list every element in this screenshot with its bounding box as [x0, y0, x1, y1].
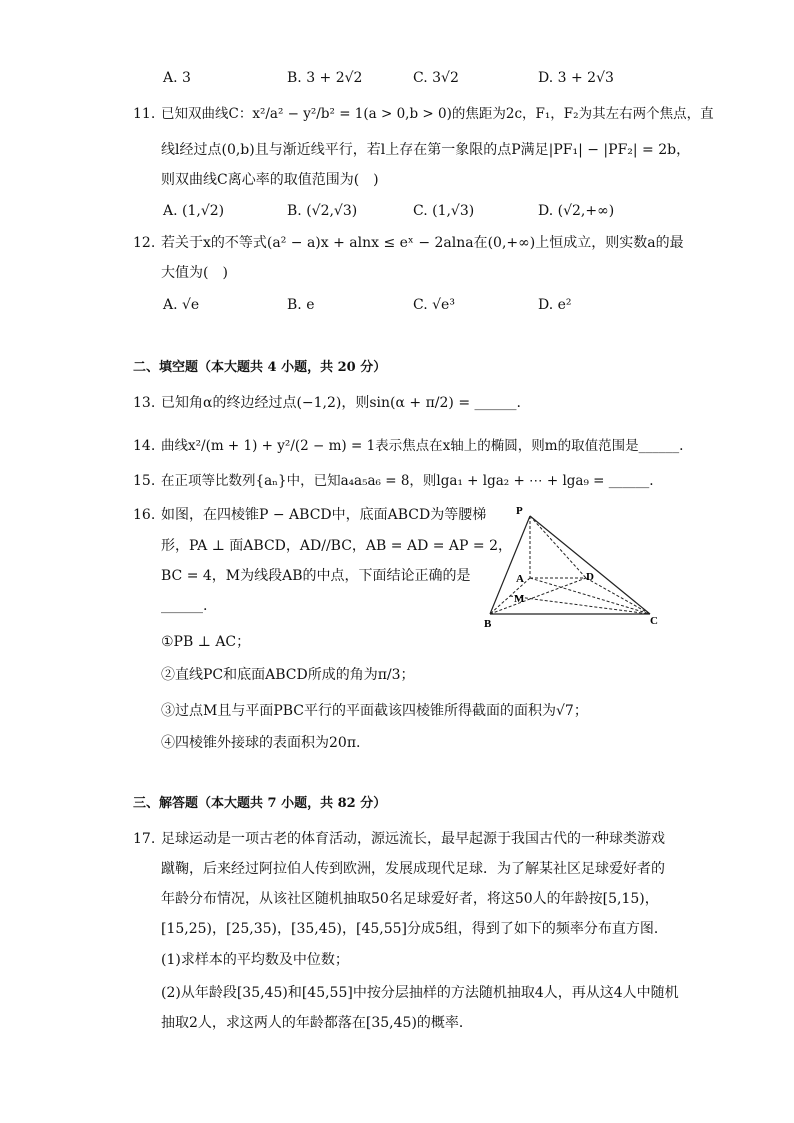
q13-number: 13. — [133, 395, 156, 411]
edge-PC — [530, 516, 650, 614]
q16-item-2: ②直线PC和底面ABCD所成的角为π/3； — [161, 667, 415, 683]
q16-line-4: ______. — [161, 598, 208, 614]
q17-line-3: 年龄分布情况，从该社区随机抽取50名足球爱好者，将这50人的年龄按[5,15)， — [161, 891, 659, 907]
q11-option-d: D. (√2,+∞) — [538, 203, 615, 219]
q12-option-a: A. √e — [163, 297, 200, 313]
q17-line-1: 足球运动是一项古老的体育活动，源远流长，最早起源于我国古代的一种球类游戏 — [161, 831, 665, 847]
q17-number: 17. — [133, 831, 156, 847]
q16-number: 16. — [133, 507, 156, 523]
q11-line-2: 线l经过点(0,b)且与渐近线平行，若l上存在第一象限的点P满足|PF₁| − |PF₂| = 2b， — [161, 142, 691, 158]
q11-option-c: C. (1,√3) — [413, 203, 475, 219]
q12-line-2: 大值为( ) — [161, 265, 228, 281]
label-B: B — [484, 618, 492, 630]
q15-number: 15. — [133, 473, 156, 489]
q11-line-1: 已知双曲线C：x²/a² − y²/b² = 1(a > 0,b > 0)的焦距为2c，F₁，F₂为其左右两个焦点，直 — [161, 106, 714, 122]
edge-PD — [530, 516, 586, 578]
q17-line-2: 蹴鞠，后来经过阿拉伯人传到欧洲，发展成现代足球．为了解某社区足球爱好者的 — [161, 861, 665, 877]
q17-part-2: (2)从年龄段[35,45)和[45,55]中按分层抽样的方法随机抽取4人，再从这4人中随机 — [161, 985, 679, 1001]
q16-line-3: BC = 4，M为线段AB的中点，下面结论正确的是 — [161, 568, 471, 584]
label-D: D — [586, 571, 594, 583]
edge-DC — [586, 578, 650, 614]
label-C: C — [650, 615, 658, 627]
q10-option-b: B. 3 + 2√2 — [287, 70, 363, 86]
q14-text: 曲线x²/(m + 1) + y²/(2 − m) = 1表示焦点在x轴上的椭圆，则m的取值范围是______. — [161, 438, 684, 454]
q11-number: 11. — [133, 106, 156, 122]
q10-option-a: A. 3 — [163, 70, 191, 86]
q12-option-b: B. e — [287, 297, 315, 313]
q11-option-a: A. (1,√2) — [163, 203, 225, 219]
q12-line-1: 若关于x的不等式(a² − a)x + alnx ≤ eˣ − 2alna在(0,+∞)上恒成立，则实数a的最 — [161, 235, 684, 251]
q12-option-d: D. e² — [538, 297, 572, 313]
q12-number: 12. — [133, 235, 156, 251]
q12-option-c: C. √e³ — [413, 297, 455, 313]
q17-part-2-cont: 抽取2人，求这两人的年龄都落在[35,45)的概率． — [161, 1015, 473, 1031]
label-A: A — [516, 573, 524, 585]
edge-BD — [490, 578, 586, 614]
q10-option-c: C. 3√2 — [413, 70, 459, 86]
pyramid-figure — [478, 500, 668, 632]
q11-option-b: B. (√2,√3) — [287, 203, 358, 219]
section-2-heading: 二、填空题（本大题共 4 小题，共 20 分） — [133, 360, 387, 375]
q11-line-3: 则双曲线C离心率的取值范围为( ) — [161, 172, 379, 188]
edge-MC — [510, 596, 650, 614]
q13-text: 已知角α的终边经过点(−1,2)，则sin(α + π/2) = ______. — [161, 395, 521, 411]
q16-item-1: ①PB ⊥ AC； — [161, 634, 251, 650]
section-3-heading: 三、解答题（本大题共 7 小题，共 82 分） — [133, 796, 387, 811]
q16-item-3: ③过点M且与平面PBC平行的平面截该四棱锥所得截面的面积为√7； — [161, 703, 588, 719]
q15-text: 在正项等比数列{aₙ}中，已知a₄a₅a₆ = 8，则lga₁ + lga₂ + ⋯ + lga₉ = ______. — [161, 473, 654, 489]
q16-line-1: 如图，在四棱锥P − ABCD中，底面ABCD为等腰梯 — [161, 507, 487, 523]
q16-item-4: ④四棱锥外接球的表面积为20π. — [161, 735, 361, 751]
label-M: M — [514, 593, 525, 605]
q17-line-4: [15,25)，[25,35)，[35,45)，[45,55]分成5组，得到了如下的频率分布直方图． — [161, 921, 668, 937]
q14-number: 14. — [133, 438, 156, 454]
q17-part-1: (1)求样本的平均数及中位数； — [161, 952, 349, 968]
edge-AC — [530, 578, 650, 614]
q10-option-d: D. 3 + 2√3 — [538, 70, 614, 86]
label-P: P — [516, 505, 523, 517]
q16-line-2: 形，PA ⊥ 面ABCD，AD//BC，AB = AD = AP = 2， — [161, 538, 512, 554]
